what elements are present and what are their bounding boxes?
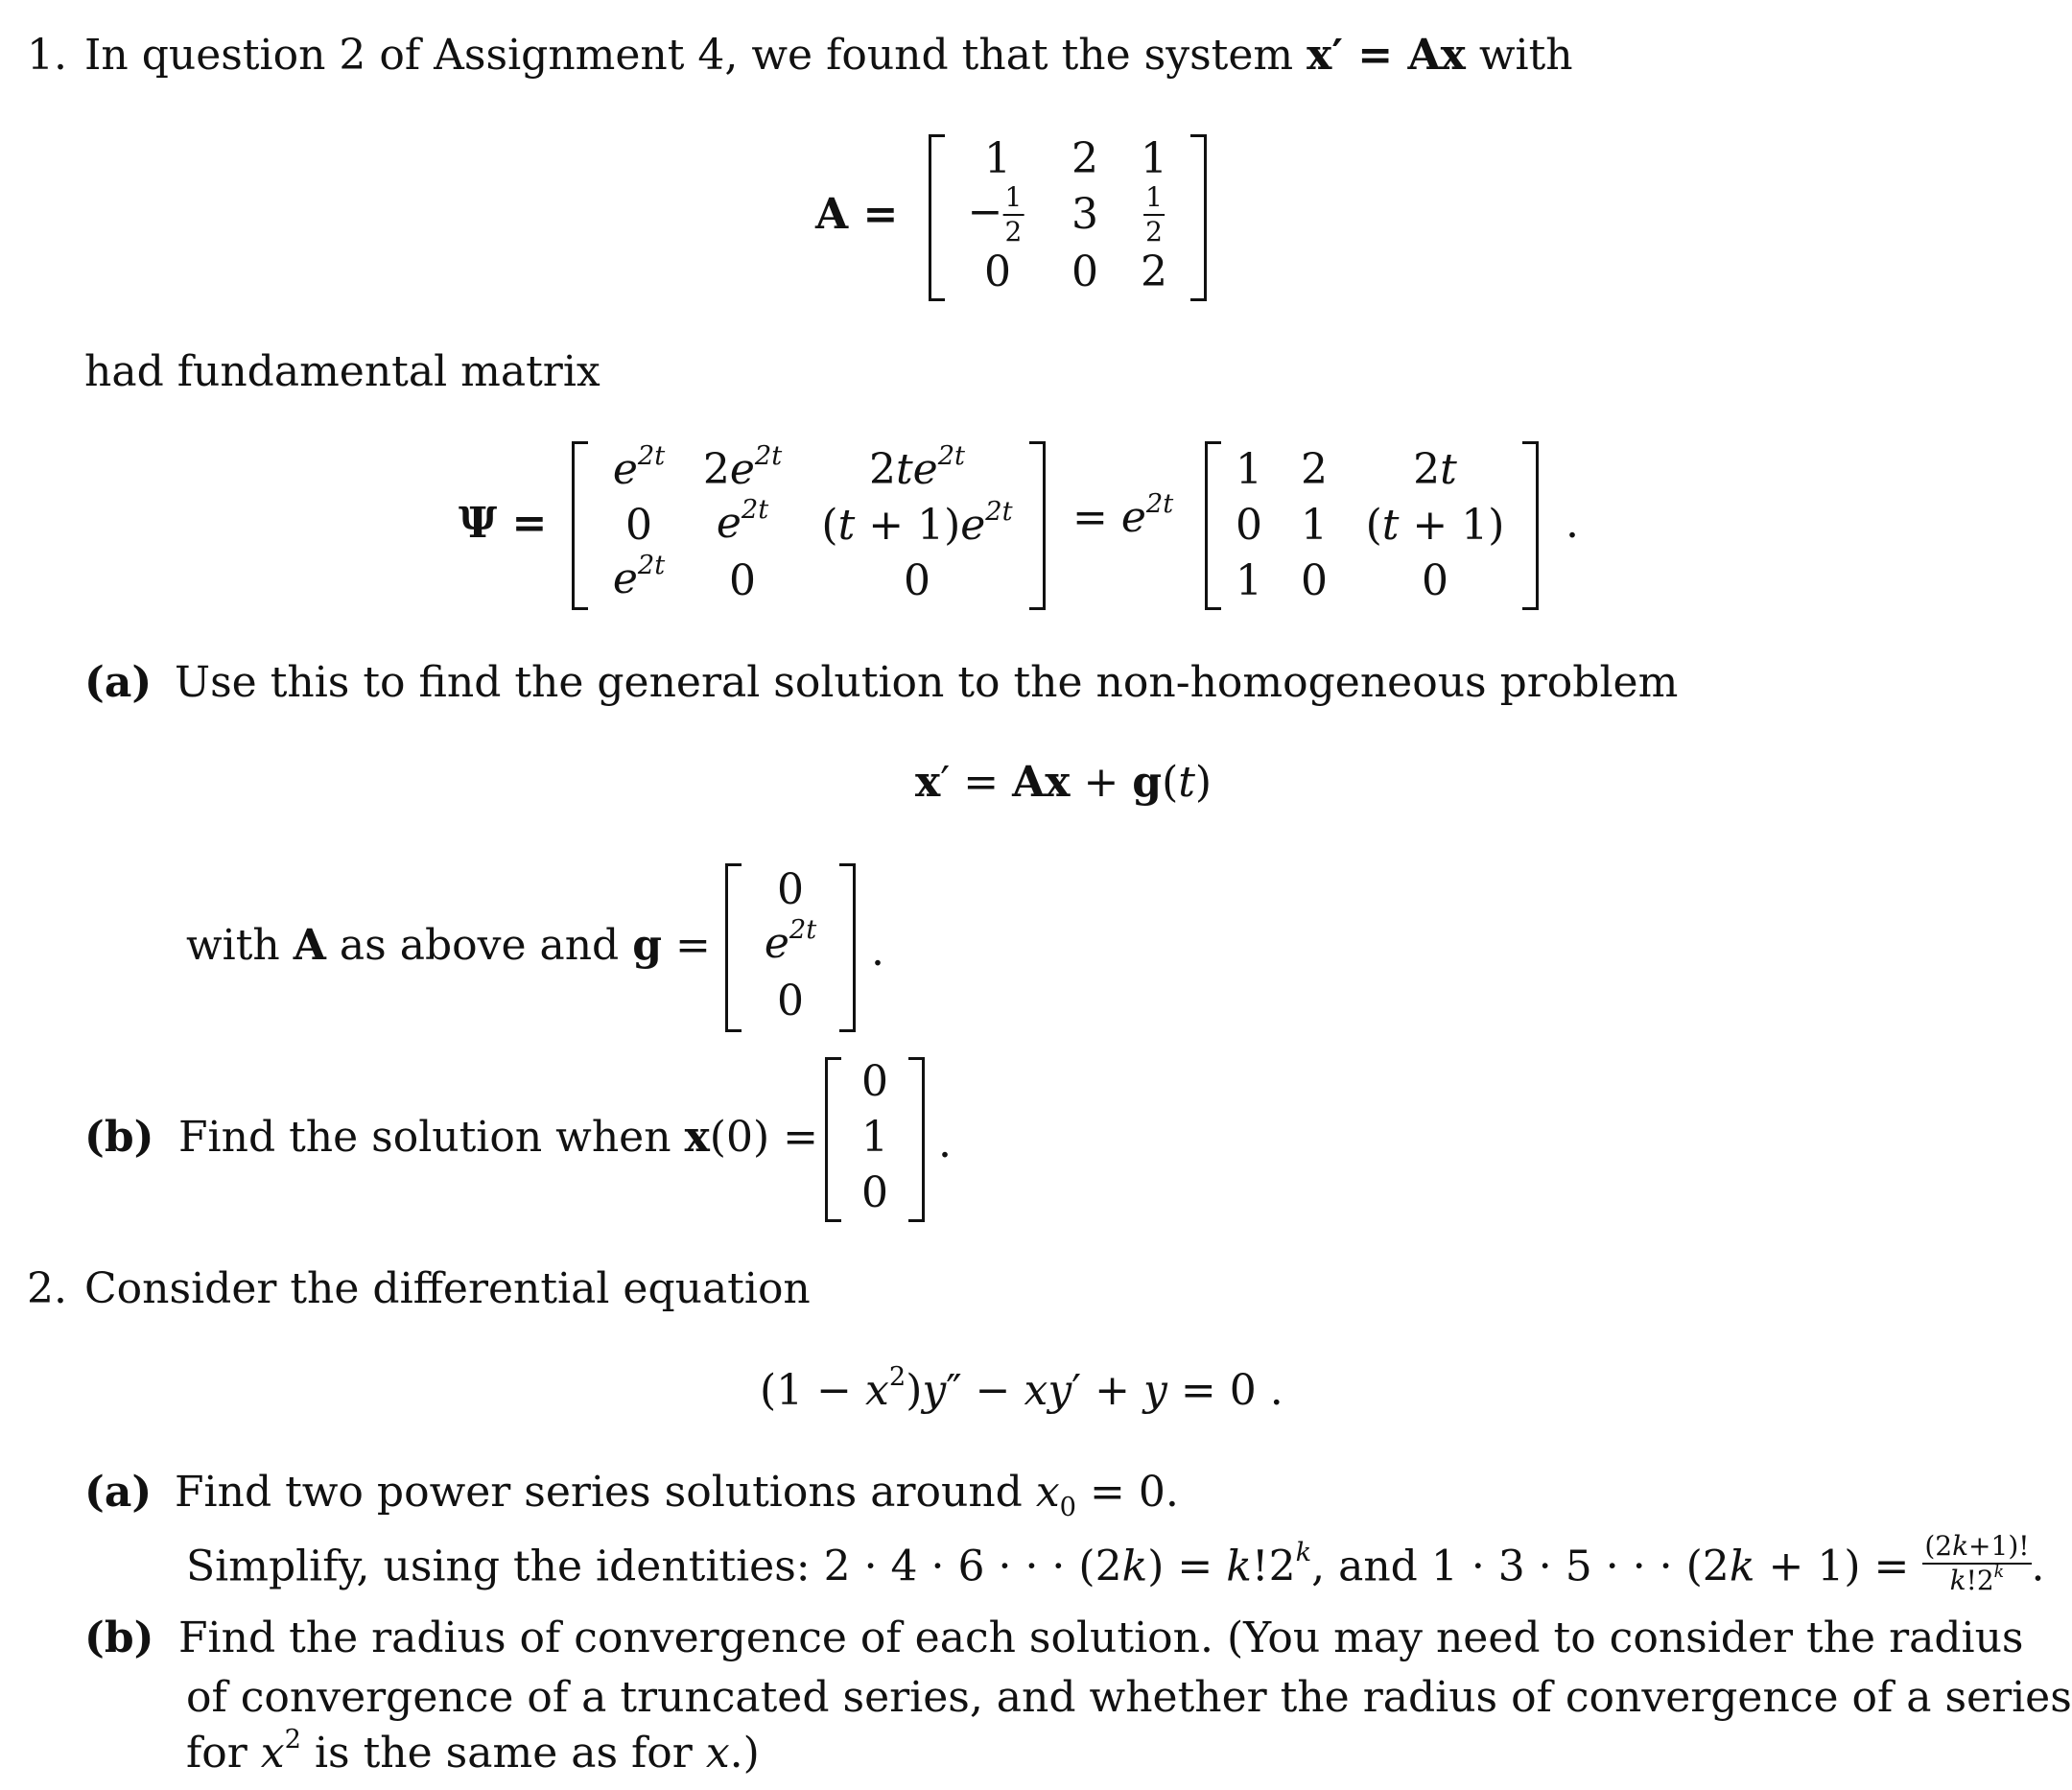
psi-cell: 0 xyxy=(625,501,652,550)
psi-left-bracket-left xyxy=(572,441,588,610)
psi-cell: 0 xyxy=(1301,556,1328,605)
nonhom-equation: x′ = Ax + g(t) xyxy=(915,758,1213,807)
q1-part-a-text: Use this to find the general solution to the non-homogeneous problem xyxy=(175,658,1679,707)
psi-cell: 2t xyxy=(1413,445,1457,494)
A-cell: 1 xyxy=(1141,134,1167,183)
A-label: A = xyxy=(815,190,899,239)
q2-part-a-text: Find two power series solutions around $x_0 = 0$. xyxy=(175,1468,1179,1522)
q2-intro: Consider the differential equation xyxy=(84,1264,811,1313)
A-cell-half xyxy=(1143,181,1165,247)
q1-intro-text: In question 2 of Assignment 4, we found that the system xyxy=(84,31,1294,80)
q2-part-b-line1: Find the radius of convergence of each solution. (You may need to consider the radius xyxy=(178,1613,2024,1662)
q2-simplify-line: Simplify, using the identities: 2 · 4 · 6 · · · $(2k) = k!2^k$, and 1 · 3 · 5 · · · (2k + 1) = $\frac{(2k+1)!}{k!2^k}$ . xyxy=(186,1530,2045,1596)
g-cell: $e^{2t}$ xyxy=(764,914,817,968)
A-cell-neg-half xyxy=(967,181,1024,247)
x0-bracket-left xyxy=(825,1057,841,1222)
psi-cell: 1 xyxy=(1301,501,1328,550)
A-cell: 1 xyxy=(984,134,1011,183)
A-fraction-half: $\frac{1}{2}$ xyxy=(1004,181,1023,247)
A-cell: 3 xyxy=(1071,190,1098,239)
psi-cell: $2e^{2t}$ xyxy=(702,440,783,494)
psi-cell: $e^{2t}$ xyxy=(716,494,769,548)
q1-part-b-label: (b) xyxy=(84,1113,154,1162)
with-A-line: with A as above and g = xyxy=(186,921,711,970)
q1-system-eq: x′ = Ax xyxy=(1307,31,1466,80)
q2-part-b-label: (b) xyxy=(84,1613,154,1662)
A-bracket-left xyxy=(929,134,945,301)
psi-cell: 2 xyxy=(1301,445,1328,494)
psi-cell: 0 xyxy=(1422,556,1448,605)
g-cell: 0 xyxy=(777,977,804,1025)
A-fraction-half: $\frac{1}{2}$ xyxy=(1145,181,1163,247)
psi-cell: 0 xyxy=(904,556,930,605)
q1-part-a-label: (a) xyxy=(84,658,153,707)
q1-number: 1. xyxy=(27,31,67,80)
g-bracket-left xyxy=(725,863,742,1032)
psi-cell: 1 xyxy=(1236,445,1262,494)
q2-part-b-line3: for $x^2$ is the same as for x.) xyxy=(186,1724,760,1778)
A-cell: 0 xyxy=(984,247,1011,296)
x0-bracket-right xyxy=(908,1057,925,1222)
psi-left-bracket-right xyxy=(1029,441,1046,610)
A-matrix xyxy=(929,134,1207,301)
psi-cell: $(t + 1)e^{2t}$ xyxy=(821,496,1013,550)
psi-cell: (t + 1) xyxy=(1365,501,1505,550)
psi-right-bracket-left xyxy=(1205,441,1221,610)
q2-part-a-label: (a) xyxy=(84,1468,153,1517)
A-minus-sign: − xyxy=(967,187,1003,237)
psi-cell: 1 xyxy=(1236,556,1262,605)
g-period: . xyxy=(871,927,884,976)
q2-part-b-line2: of convergence of a truncated series, and whether the radius of convergence of a series xyxy=(186,1673,2072,1722)
A-cell: 2 xyxy=(1141,247,1167,296)
g-bracket-right xyxy=(839,863,856,1032)
psi-cell: $e^{2t}$ xyxy=(612,550,666,603)
psi-equals-e2t: = $e^{2t}$ xyxy=(1072,488,1174,542)
identity-fraction: $\frac{(2k+1)!}{k!2^k}$ xyxy=(1924,1530,2030,1596)
A-cell: 0 xyxy=(1071,247,1098,296)
psi-cell: $2te^{2t}$ xyxy=(868,440,966,494)
q1-intro xyxy=(84,31,1573,80)
x0-vector xyxy=(825,1057,925,1222)
x0-period: . xyxy=(938,1119,952,1167)
g-cell: 0 xyxy=(777,865,804,914)
A-bracket-right xyxy=(1190,134,1207,301)
psi-cell: $e^{2t}$ xyxy=(612,440,666,494)
x0-cell: 1 xyxy=(861,1113,888,1162)
q2-number: 2. xyxy=(27,1264,67,1313)
q1-part-b-text: Find the solution when x(0) = xyxy=(178,1113,818,1162)
psi-right-matrix xyxy=(1205,441,1539,610)
x0-cell: 0 xyxy=(861,1168,888,1217)
had-fundamental-text: had fundamental matrix xyxy=(84,347,600,396)
psi-left-matrix xyxy=(572,441,1046,610)
q1-with-word: with xyxy=(1478,31,1573,80)
x0-cell: 0 xyxy=(861,1057,888,1106)
psi-cell: 0 xyxy=(729,556,756,605)
q2-ode: $(1 - x^2)y'' - xy' + y = 0$ . xyxy=(760,1361,1283,1415)
psi-cell: 0 xyxy=(1236,501,1262,550)
psi-right-bracket-right xyxy=(1522,441,1539,610)
g-vector xyxy=(725,863,856,1032)
A-cell: 2 xyxy=(1071,134,1098,183)
psi-period: . xyxy=(1566,499,1579,548)
psi-label: Ψ = xyxy=(459,499,548,548)
